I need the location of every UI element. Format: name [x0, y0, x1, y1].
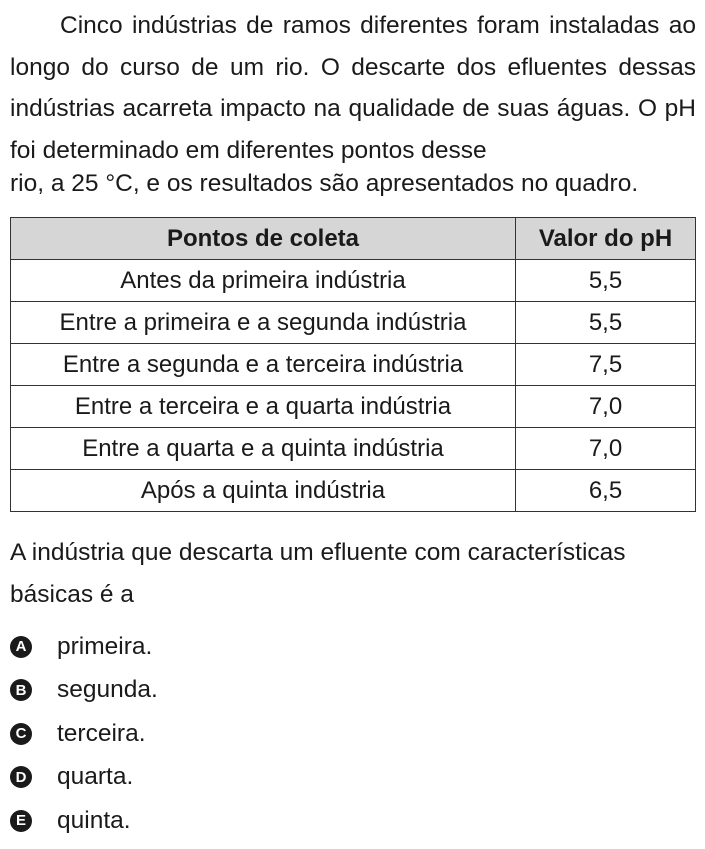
option-b-text: segunda. — [57, 676, 158, 704]
collection-point-cell: Entre a quarta e a quinta indústria — [11, 428, 516, 470]
ph-value-cell: 7,0 — [516, 428, 696, 470]
table-row — [11, 344, 696, 386]
table-row — [11, 428, 696, 470]
option-b[interactable] — [10, 669, 158, 713]
ph-table — [10, 217, 696, 512]
question-text: A indústria que descarta um efluente com características básicas é a — [10, 539, 626, 608]
table-row — [11, 470, 696, 512]
ph-value-cell: 5,5 — [516, 260, 696, 302]
table-row — [11, 302, 696, 344]
option-e-text: quinta. — [57, 806, 131, 834]
option-d-letter-icon: D — [10, 766, 32, 788]
header-pontos-de-coleta: Pontos de coleta — [11, 218, 516, 260]
option-a-letter-icon: A — [10, 636, 32, 658]
collection-point-cell: Após a quinta indústria — [11, 470, 516, 512]
ph-value-cell: 6,5 — [516, 470, 696, 512]
table-row — [11, 260, 696, 302]
option-a[interactable] — [10, 625, 158, 669]
option-c-letter-icon: C — [10, 723, 32, 745]
collection-point-cell: Entre a primeira e a segunda indústria — [11, 302, 516, 344]
option-a-text: primeira. — [57, 632, 153, 660]
option-e[interactable] — [10, 799, 158, 843]
option-d[interactable] — [10, 756, 158, 800]
ph-value-cell: 5,5 — [516, 302, 696, 344]
option-c[interactable] — [10, 712, 158, 756]
collection-point-cell: Entre a terceira e a quarta indústria — [11, 386, 516, 428]
table-header-row — [11, 218, 696, 260]
table-row — [11, 386, 696, 428]
collection-point-cell: Entre a segunda e a terceira indústria — [11, 344, 516, 386]
ph-value-cell: 7,5 — [516, 344, 696, 386]
ph-value-cell: 7,0 — [516, 386, 696, 428]
option-c-text: terceira. — [57, 719, 146, 747]
option-b-letter-icon: B — [10, 679, 32, 701]
option-e-letter-icon: E — [10, 810, 32, 832]
header-valor-do-ph: Valor do pH — [516, 218, 696, 260]
answer-options — [10, 625, 158, 843]
collection-point-cell: Antes da primeira indústria — [11, 260, 516, 302]
intro-last-line: rio, a 25 °C, e os resultados são apresentados no quadro. — [10, 170, 639, 197]
option-d-text: quarta. — [57, 763, 134, 791]
intro-paragraph: Cinco indústrias de ramos diferentes foram instaladas ao longo do curso de um rio. O descarte dos efluentes dessas indústrias acarreta impacto na qualidade de suas águas. O pH foi determinado em diferentes pontos desse — [10, 12, 696, 164]
